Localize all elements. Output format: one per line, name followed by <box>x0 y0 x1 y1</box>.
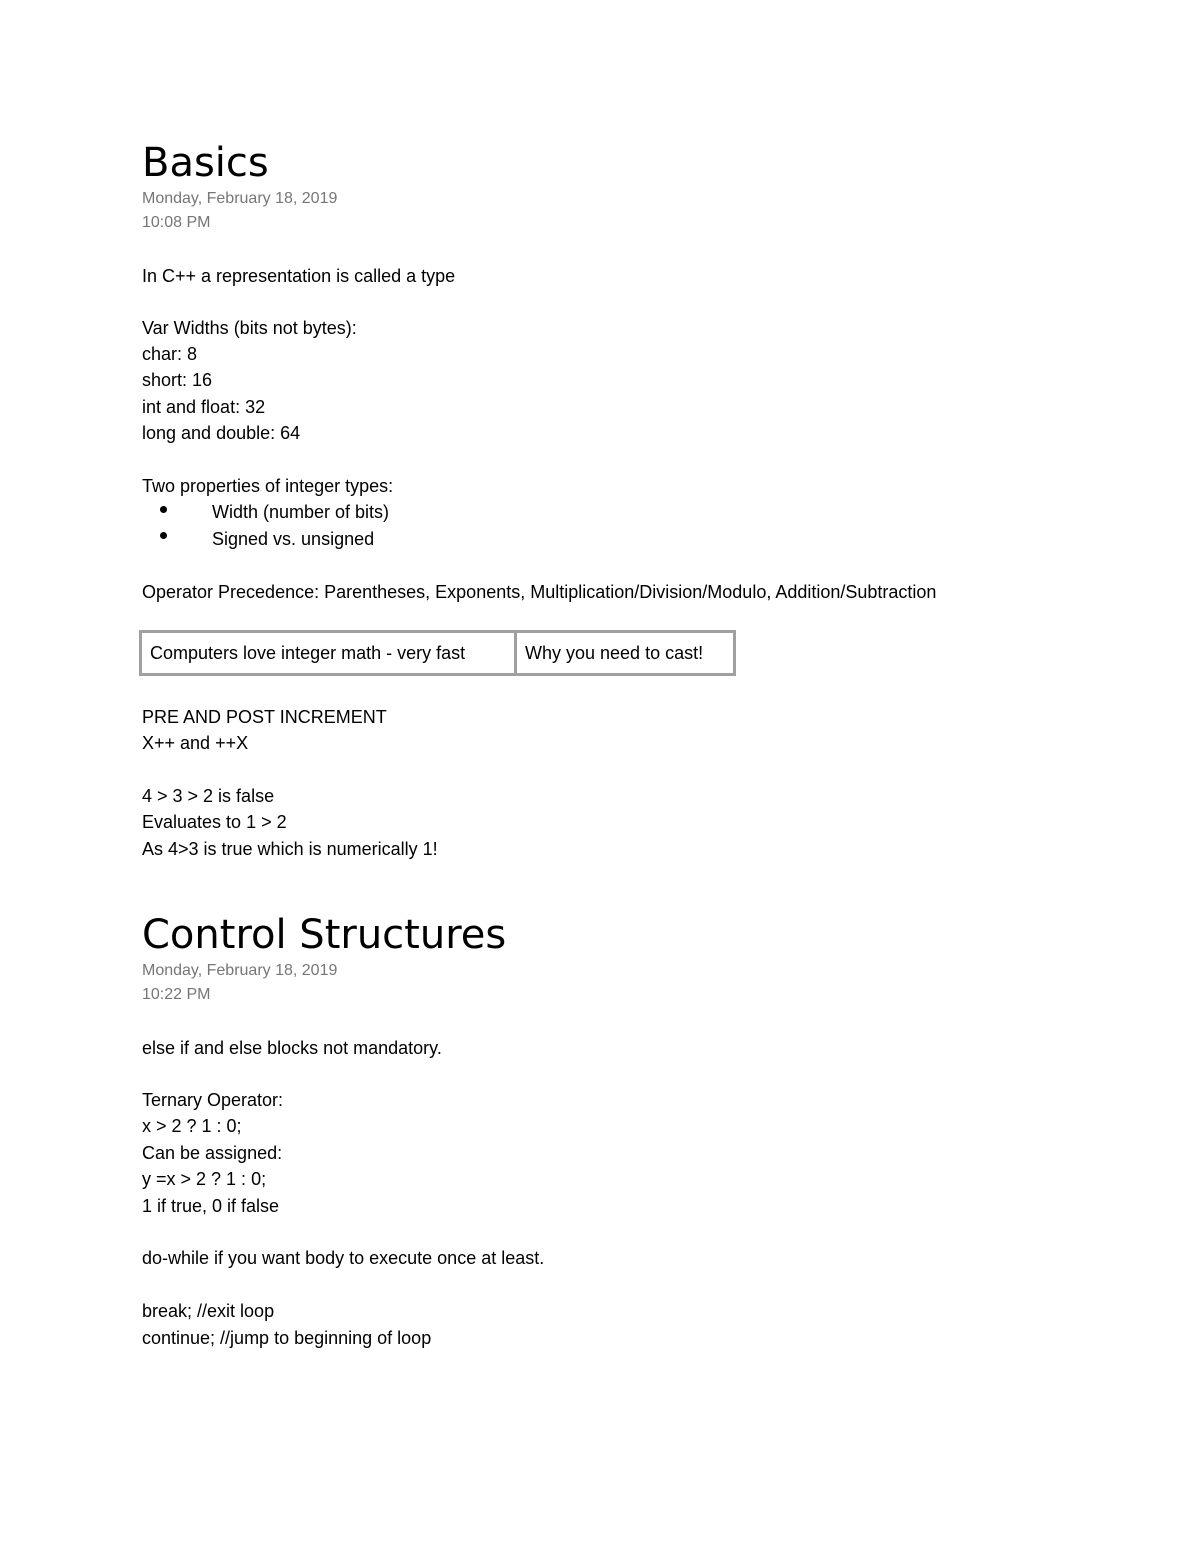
do-while-note: do-while if you want body to execute once at least. <box>142 1248 545 1268</box>
comparison-line: Evaluates to 1 > 2 <box>142 812 287 832</box>
table-cell: Why you need to cast! <box>525 643 704 663</box>
comparison-line: As 4>3 is true which is numerically 1! <box>142 839 438 859</box>
bullet-item: Width (number of bits) <box>212 502 390 522</box>
width-item: long and double: 64 <box>142 423 301 443</box>
width-item: short: 16 <box>142 370 213 390</box>
ternary-line: Ternary Operator: <box>142 1090 284 1110</box>
width-item: char: 8 <box>142 344 198 364</box>
loop-line: break; //exit loop <box>142 1301 275 1321</box>
page-date: Monday, February 18, 2019 <box>142 962 338 979</box>
increment-example: X++ and ++X <box>142 733 249 753</box>
ternary-line: x > 2 ? 1 : 0; <box>142 1116 242 1136</box>
bullet-item: Signed vs. unsigned <box>212 529 375 549</box>
note-table <box>139 630 736 676</box>
intro-line: In C++ a representation is called a type <box>142 266 456 286</box>
increment-heading: PRE AND POST INCREMENT <box>142 707 387 727</box>
table-cell: Computers love integer math - very fast <box>142 633 517 673</box>
page-time: 10:22 PM <box>142 986 211 1003</box>
page-time: 10:08 PM <box>142 214 211 231</box>
ternary-line: 1 if true, 0 if false <box>142 1196 280 1216</box>
bullet-icon <box>160 506 167 513</box>
integer-props-heading: Two properties of integer types: <box>142 476 394 496</box>
width-item: int and float: 32 <box>142 397 266 417</box>
bullet-icon <box>160 532 167 539</box>
operator-precedence: Operator Precedence: Parentheses, Exponents, Multiplication/Division/Modulo, Addition/Subtraction <box>142 582 937 602</box>
ternary-line: y =x > 2 ? 1 : 0; <box>142 1169 267 1189</box>
page-date: Monday, February 18, 2019 <box>142 190 338 207</box>
page-title-control-structures: Control Structures <box>142 912 507 958</box>
comparison-line: 4 > 3 > 2 is false <box>142 786 275 806</box>
widths-heading: Var Widths (bits not bytes): <box>142 318 357 338</box>
page-title-basics: Basics <box>142 140 269 186</box>
loop-line: continue; //jump to beginning of loop <box>142 1328 432 1348</box>
else-note: else if and else blocks not mandatory. <box>142 1038 442 1058</box>
ternary-line: Can be assigned: <box>142 1143 283 1163</box>
